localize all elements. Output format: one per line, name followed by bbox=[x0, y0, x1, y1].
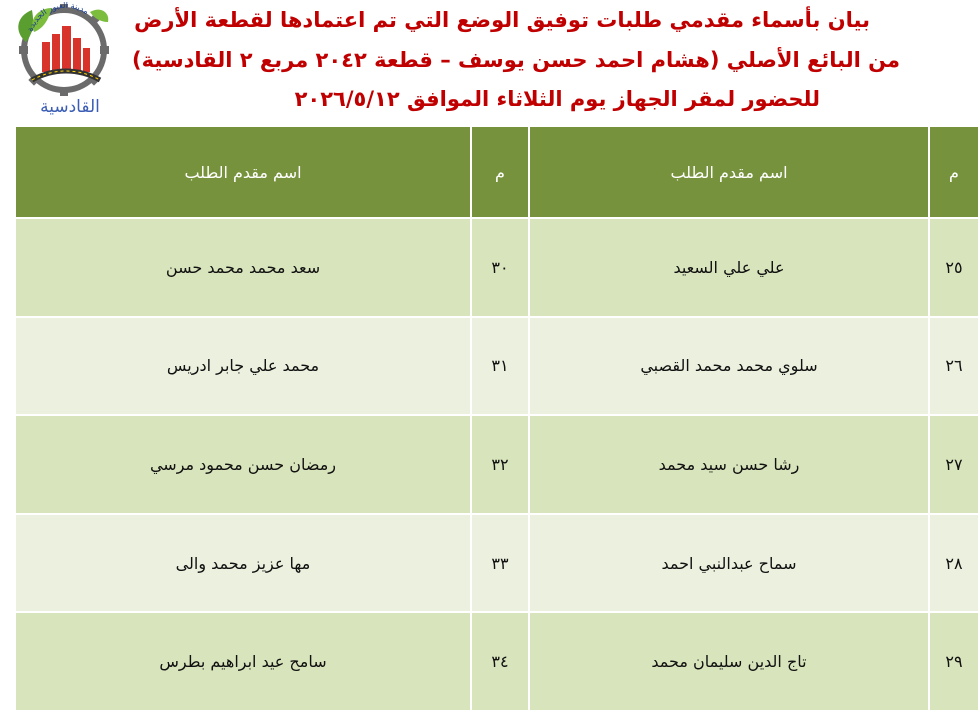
column-header-name-1: اسم مقدم الطلب bbox=[529, 126, 929, 218]
row-number: ٢٩ bbox=[929, 612, 979, 711]
row-number: ٣٤ bbox=[471, 612, 529, 711]
svg-text:مدينة العبور الجديدة bbox=[25, 2, 90, 33]
table-header-row bbox=[15, 126, 979, 218]
applicants-table bbox=[14, 125, 980, 712]
table-row bbox=[15, 415, 979, 514]
applicant-name: سامح عيد ابراهيم بطرس bbox=[15, 612, 471, 711]
page-header bbox=[0, 0, 960, 125]
applicant-name: سماح عبدالنبي احمد bbox=[529, 514, 929, 613]
row-number: ٣٢ bbox=[471, 415, 529, 514]
row-number: ٢٦ bbox=[929, 317, 979, 416]
row-number: ٣٣ bbox=[471, 514, 529, 613]
city-logo-graphic bbox=[4, 2, 116, 102]
row-number: ٢٥ bbox=[929, 218, 979, 317]
table-row bbox=[15, 317, 979, 416]
applicant-name: مها عزيز محمد والى bbox=[15, 514, 471, 613]
table-row bbox=[15, 218, 979, 317]
table-row bbox=[15, 514, 979, 613]
applicant-name: علي علي السعيد bbox=[529, 218, 929, 317]
title-line-1: بيان بأسماء مقدمي طلبات توفيق الوضع التي تم اعتمادها لقطعة الأرض bbox=[134, 8, 870, 32]
applicant-name: سلوي محمد محمد القصبي bbox=[529, 317, 929, 416]
logo-caption: القادسية bbox=[40, 97, 100, 117]
row-number: ٣٠ bbox=[471, 218, 529, 317]
title-line-3: للحضور لمقر الجهاز يوم الثلاثاء الموافق ٢٠٢٦/٥/١٢ bbox=[294, 87, 820, 111]
row-number: ٢٧ bbox=[929, 415, 979, 514]
applicant-name: رمضان حسن محمود مرسي bbox=[15, 415, 471, 514]
applicant-name: محمد علي جابر ادريس bbox=[15, 317, 471, 416]
row-number: ٣١ bbox=[471, 317, 529, 416]
column-header-number-1: م bbox=[929, 126, 979, 218]
column-header-number-2: م bbox=[471, 126, 529, 218]
column-header-name-2: اسم مقدم الطلب bbox=[15, 126, 471, 218]
row-number: ٢٨ bbox=[929, 514, 979, 613]
applicant-name: سعد محمد محمد حسن bbox=[15, 218, 471, 317]
logo-arc-text: مدينة العبور الجديدة bbox=[25, 2, 91, 33]
applicant-name: رشا حسن سيد محمد bbox=[529, 415, 929, 514]
applicant-name: تاج الدين سليمان محمد bbox=[529, 612, 929, 711]
title-line-2: من البائع الأصلي (هشام احمد حسن يوسف – قطعة ٢٠٤٢ مربع ٢ القادسية) bbox=[132, 48, 900, 72]
table-row bbox=[15, 612, 979, 711]
